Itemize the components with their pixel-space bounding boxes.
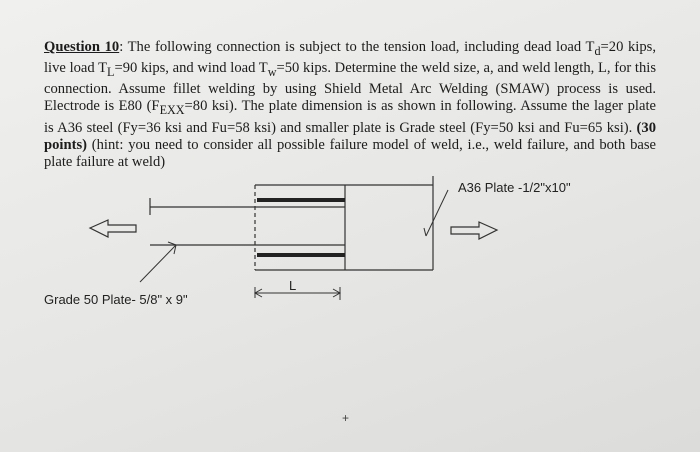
question-part-5: =80 ksi). The plate dimension is as shown in following. Assume the lager plate is A36 steel (Fy=36 ksi and Fu=58 ksi) and smaller plate is Grade steel (Fy=50 ksi and Fu=65 ksi). xyxy=(44,98,656,136)
question-part-6: (hint: you need to consider all possible failure model of weld, i.e., weld failure, and both base plate failure at weld) xyxy=(44,136,656,170)
small-plate-label: Grade 50 Plate- 5/8" x 9" xyxy=(44,292,188,307)
subscript-l: L xyxy=(107,65,115,80)
small-plate xyxy=(150,198,345,245)
question-intro: : The following connection is subject to the tension load, including dead load T xyxy=(119,39,595,55)
subscript-exx: EXX xyxy=(159,103,185,118)
question-label: Question 10 xyxy=(44,39,120,55)
large-plate-label: A36 Plate -1/2"x10" xyxy=(458,180,571,195)
question-part-4: =50 kips. Determine the weld size, a, and weld length, L, for this connection. Assume fillet welding by using Shield Metal Arc Welding (SMAW) process is used. Electrode is E80 (F xyxy=(44,60,656,115)
subscript-w: w xyxy=(267,65,277,80)
weld-bottom xyxy=(257,253,345,257)
weld-top xyxy=(257,198,345,202)
question-part-3: =90 kips, and wind load T xyxy=(114,60,268,77)
small-plate-leader xyxy=(140,242,176,282)
hollow-arrow-right-icon xyxy=(451,222,497,239)
question-points: (30 points) xyxy=(44,119,656,153)
question-part-2: =20 kips, live load T xyxy=(44,39,656,77)
dimension-l xyxy=(255,287,340,300)
large-plate-leader xyxy=(424,190,448,236)
page-mark: + xyxy=(342,411,350,425)
hollow-arrow-left-icon xyxy=(90,220,136,237)
dimension-l-label: L xyxy=(289,278,297,293)
subscript-d: d xyxy=(594,43,601,58)
